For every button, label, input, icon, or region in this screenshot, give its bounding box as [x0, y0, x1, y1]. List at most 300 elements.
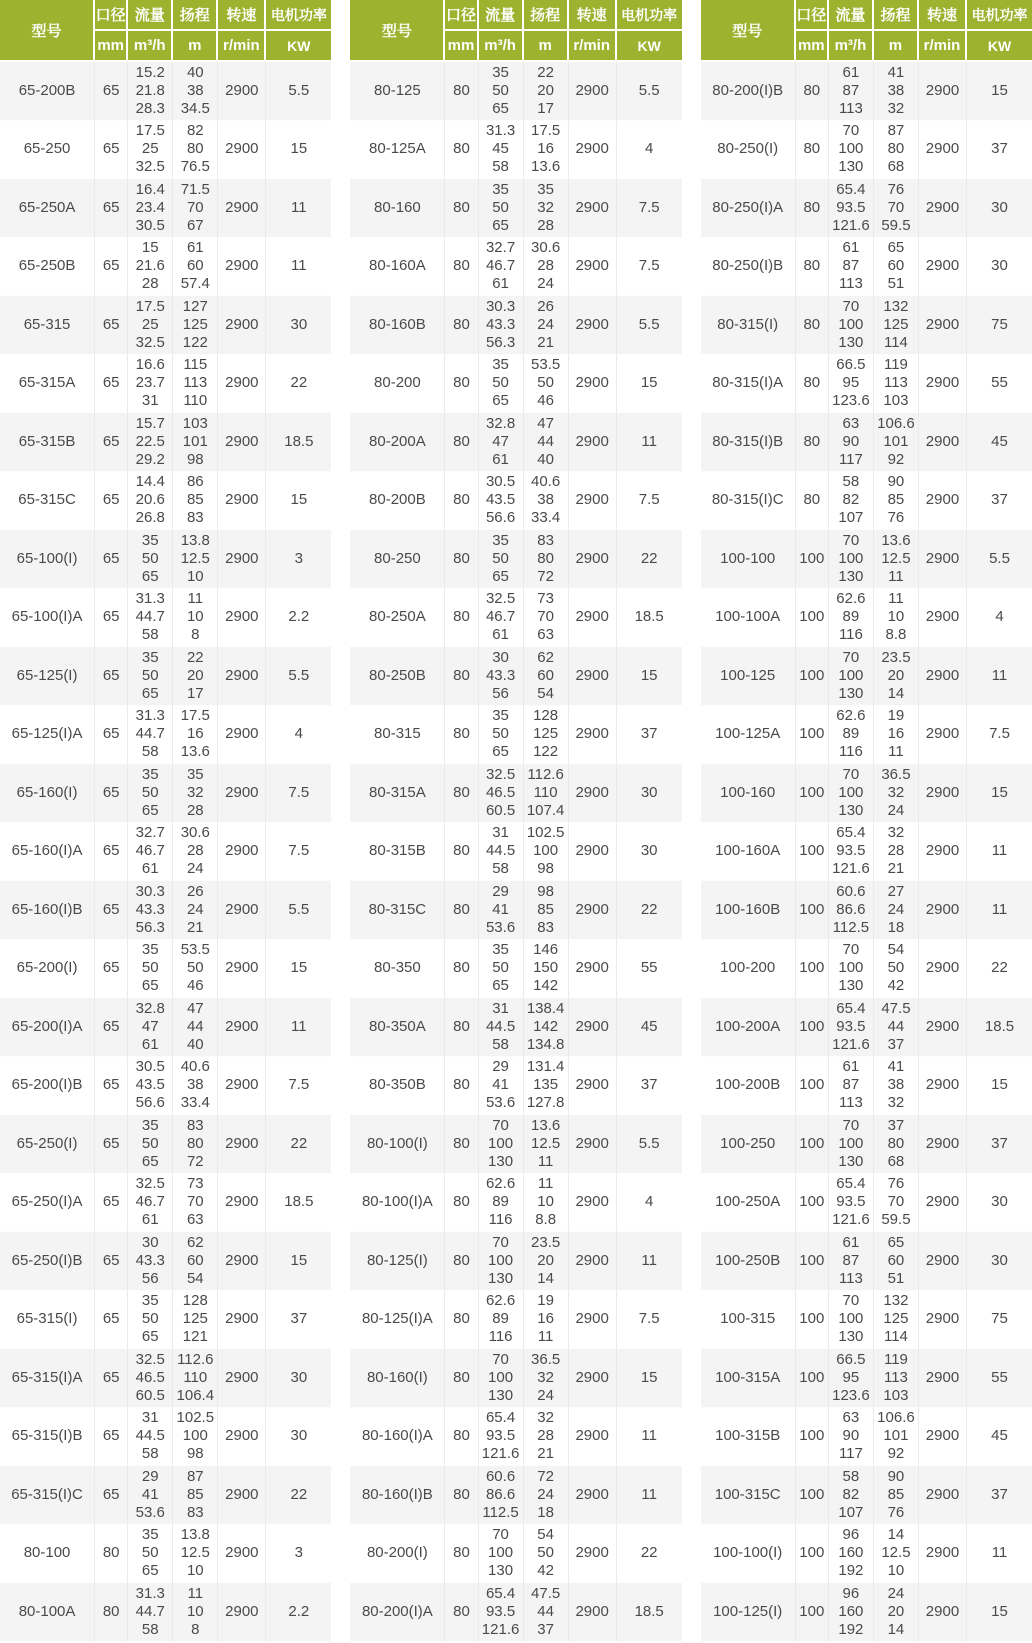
speed-cell: 2900 [218, 706, 266, 765]
power-cell: 15 [617, 647, 682, 706]
head-value-line: 13.8 [180, 531, 210, 549]
table-row [350, 296, 681, 355]
head-value-line: 50 [537, 1544, 554, 1562]
head-value-line: 134.8 [526, 1035, 565, 1053]
flow-value-line: 58 [492, 158, 509, 176]
flow-cell [479, 413, 524, 472]
flow-value-line: 35 [492, 531, 509, 549]
head-value-line: 57.4 [180, 275, 210, 293]
flow-value-line: 31 [141, 392, 159, 410]
flow-value-line: 60.6 [485, 1467, 516, 1485]
power-cell: 30 [266, 1408, 331, 1467]
flow-value-line: 50 [492, 374, 509, 392]
head-cell [173, 998, 218, 1057]
flow-cell [829, 764, 874, 823]
speed-cell: 2900 [569, 1583, 617, 1642]
head-value-line: 98 [537, 860, 554, 878]
flow-cell [128, 1174, 173, 1233]
flow-value-line: 100 [838, 1310, 864, 1328]
head-value-line: 65 [887, 1233, 905, 1251]
flow-value-line: 65 [492, 977, 509, 995]
model-cell: 80-315A [350, 764, 445, 823]
head-cell [874, 1174, 919, 1233]
flow-value-line: 70 [842, 1116, 860, 1134]
flow-value-line: 30.5 [135, 216, 165, 234]
model-cell: 100-100 [701, 530, 796, 589]
model-cell: 80-125 [350, 62, 445, 121]
speed-cell: 2900 [218, 179, 266, 238]
speed-cell: 2900 [569, 296, 617, 355]
head-value-line: 10 [186, 567, 204, 585]
head-value-line: 85 [887, 1485, 905, 1503]
flow-value-line: 130 [838, 1328, 864, 1346]
head-value-line: 44 [537, 432, 554, 450]
col-header-dn-label: 口径 [796, 0, 829, 31]
col-header-speed-unit: r/min [919, 31, 967, 62]
head-value-line: 44 [537, 1602, 554, 1620]
power-cell: 3 [266, 1525, 331, 1584]
flow-value-line: 43.3 [485, 315, 516, 333]
head-value-line: 19 [887, 707, 905, 725]
power-cell: 3 [266, 530, 331, 589]
head-cell [874, 881, 919, 940]
head-value-line: 18 [887, 918, 905, 936]
power-cell: 30 [967, 1232, 1032, 1291]
head-cell [524, 472, 569, 531]
head-value-line: 50 [186, 959, 204, 977]
head-value-line: 11 [187, 590, 204, 608]
model-cell: 80-250(I) [701, 121, 796, 180]
head-value-line: 102.5 [526, 824, 565, 842]
power-cell: 5.5 [266, 62, 331, 121]
power-cell: 30 [266, 296, 331, 355]
flow-value-line: 121.6 [481, 1620, 520, 1638]
speed-cell: 2900 [919, 1057, 967, 1116]
head-value-line: 14 [887, 1526, 905, 1544]
head-value-line: 103 [883, 392, 909, 410]
model-cell: 80-160B [350, 296, 445, 355]
flow-value-line: 113 [838, 1094, 863, 1112]
dn-cell: 80 [95, 1583, 128, 1642]
speed-cell: 2900 [218, 472, 266, 531]
flow-value-line: 117 [838, 1445, 863, 1463]
power-cell: 37 [967, 121, 1032, 180]
flow-value-line: 87 [842, 257, 860, 275]
head-value-line: 60 [887, 1251, 905, 1269]
flow-value-line: 46.5 [135, 1368, 165, 1386]
head-value-line: 146 [533, 941, 559, 959]
speed-cell: 2900 [919, 823, 967, 882]
flow-value-line: 50 [141, 1134, 159, 1152]
flow-value-line: 130 [488, 1562, 514, 1580]
power-cell: 11 [617, 413, 682, 472]
model-cell: 65-315C [0, 472, 95, 531]
flow-value-line: 41 [492, 900, 509, 918]
head-value-line: 23.5 [531, 1233, 561, 1251]
flow-value-line: 93.5 [485, 1602, 516, 1620]
flow-value-line: 58 [141, 743, 159, 761]
speed-cell: 2900 [919, 472, 967, 531]
flow-value-line: 65 [141, 1562, 159, 1580]
table-header [350, 0, 681, 62]
flow-cell [479, 1232, 524, 1291]
flow-value-line: 50 [492, 959, 509, 977]
flow-value-line: 44.7 [135, 608, 165, 626]
dn-cell: 100 [796, 823, 829, 882]
power-cell: 15 [967, 1057, 1032, 1116]
flow-value-line: 113 [838, 99, 863, 117]
flow-value-line: 95 [842, 374, 860, 392]
col-header-head-unit: m [524, 31, 569, 62]
power-cell: 37 [617, 1057, 682, 1116]
power-cell: 45 [967, 413, 1032, 472]
flow-value-line: 61 [492, 626, 509, 644]
dn-cell: 80 [445, 1349, 478, 1408]
flow-cell [128, 1408, 173, 1467]
head-value-line: 63 [537, 626, 554, 644]
flow-value-line: 82 [842, 491, 860, 509]
table-row [0, 647, 331, 706]
flow-value-line: 65 [141, 1328, 159, 1346]
flow-value-line: 70 [492, 1116, 509, 1134]
head-value-line: 11 [888, 743, 904, 761]
col-header-head-label: 扬程 [874, 0, 919, 31]
head-value-line: 113 [883, 374, 908, 392]
flow-cell [128, 121, 173, 180]
head-value-line: 22 [537, 63, 554, 81]
speed-cell: 2900 [919, 881, 967, 940]
power-cell: 30 [967, 1174, 1032, 1233]
head-value-line: 92 [887, 450, 905, 468]
flow-cell [829, 881, 874, 940]
speed-cell: 2900 [569, 355, 617, 414]
flow-cell [479, 472, 524, 531]
head-value-line: 60 [887, 257, 905, 275]
flow-value-line: 32.8 [485, 414, 516, 432]
flow-value-line: 41 [492, 1076, 509, 1094]
flow-value-line: 93.5 [836, 1017, 866, 1035]
model-cell: 65-250B [0, 238, 95, 297]
speed-cell: 2900 [919, 1349, 967, 1408]
flow-value-line: 70 [492, 1526, 509, 1544]
head-value-line: 41 [887, 1058, 905, 1076]
speed-cell: 2900 [919, 1408, 967, 1467]
head-value-line: 60 [537, 666, 554, 684]
power-cell: 7.5 [617, 238, 682, 297]
table-row [701, 413, 1032, 472]
model-cell: 80-315(I) [701, 296, 796, 355]
head-value-line: 32 [537, 1409, 554, 1427]
model-cell: 100-315A [701, 1349, 796, 1408]
speed-cell: 2900 [569, 1525, 617, 1584]
flow-cell [128, 881, 173, 940]
head-value-line: 63 [186, 1211, 204, 1229]
col-header-flow-unit: m³/h [479, 31, 524, 62]
head-value-line: 38 [537, 491, 554, 509]
head-value-line: 106.6 [877, 414, 915, 432]
flow-value-line: 30 [492, 648, 509, 666]
head-value-line: 98 [186, 1445, 204, 1463]
model-cell: 80-315(I)B [701, 413, 796, 472]
dn-cell: 100 [796, 1115, 829, 1174]
flow-value-line: 31 [141, 1409, 159, 1427]
head-value-line: 28 [186, 842, 204, 860]
power-cell: 37 [967, 1466, 1032, 1525]
flow-value-line: 29 [492, 882, 509, 900]
head-value-line: 114 [883, 1328, 908, 1346]
flow-value-line: 70 [492, 1233, 509, 1251]
dn-cell: 65 [95, 1349, 128, 1408]
flow-cell [128, 1057, 173, 1116]
flow-value-line: 130 [838, 333, 864, 351]
head-value-line: 73 [537, 590, 554, 608]
speed-cell: 2900 [218, 998, 266, 1057]
power-cell: 30 [967, 179, 1032, 238]
head-value-line: 24 [537, 275, 554, 293]
flow-value-line: 47 [492, 432, 509, 450]
head-cell [524, 296, 569, 355]
head-value-line: 128 [182, 1292, 208, 1310]
dn-cell: 65 [95, 179, 128, 238]
head-cell [874, 1583, 919, 1642]
speed-cell: 2900 [919, 764, 967, 823]
speed-cell: 2900 [569, 1057, 617, 1116]
head-value-line: 128 [533, 707, 559, 725]
head-value-line: 12.5 [180, 1544, 210, 1562]
speed-cell: 2900 [218, 764, 266, 823]
head-cell [173, 1408, 218, 1467]
flow-value-line: 62.6 [836, 707, 866, 725]
dn-cell: 65 [95, 823, 128, 882]
col-header-dn-unit: mm [445, 31, 478, 62]
flow-cell [479, 1349, 524, 1408]
head-cell [874, 1525, 919, 1584]
flow-value-line: 50 [492, 549, 509, 567]
model-cell: 65-160(I)A [0, 823, 95, 882]
flow-cell [128, 1525, 173, 1584]
col-header-dn-unit: mm [95, 31, 128, 62]
dn-cell: 80 [445, 764, 478, 823]
head-cell [524, 1583, 569, 1642]
head-value-line: 38 [186, 1076, 204, 1094]
model-cell: 65-315(I)A [0, 1349, 95, 1408]
flow-cell [128, 1583, 173, 1642]
model-cell: 80-250B [350, 647, 445, 706]
head-value-line: 17.5 [531, 122, 561, 140]
head-cell [874, 355, 919, 414]
speed-cell: 2900 [218, 1232, 266, 1291]
flow-value-line: 44.5 [485, 1017, 516, 1035]
flow-value-line: 56 [492, 684, 509, 702]
head-value-line: 35 [186, 765, 204, 783]
flow-value-line: 50 [492, 198, 509, 216]
dn-cell: 100 [796, 1057, 829, 1116]
flow-value-line: 100 [838, 666, 864, 684]
head-value-line: 33.4 [180, 1094, 210, 1112]
flow-cell [128, 472, 173, 531]
col-header-flow-unit: m³/h [128, 31, 173, 62]
flow-value-line: 65.4 [485, 1409, 516, 1427]
head-value-line: 12.5 [180, 549, 210, 567]
model-cell: 80-100 [0, 1525, 95, 1584]
flow-cell [829, 1525, 874, 1584]
head-value-line: 73 [186, 1175, 204, 1193]
flow-value-line: 87 [842, 1076, 860, 1094]
model-cell: 65-125(I) [0, 647, 95, 706]
power-cell: 7.5 [617, 472, 682, 531]
table-row [350, 472, 681, 531]
flow-cell [829, 823, 874, 882]
head-cell [173, 823, 218, 882]
flow-cell [128, 998, 173, 1057]
head-value-line: 17.5 [180, 707, 210, 725]
dn-cell: 65 [95, 940, 128, 999]
flow-cell [128, 940, 173, 999]
head-value-line: 20 [537, 1251, 554, 1269]
head-value-line: 100 [533, 842, 559, 860]
head-value-line: 59.5 [881, 216, 911, 234]
head-value-line: 80 [186, 1134, 204, 1152]
model-cell: 80-315(I)C [701, 472, 796, 531]
speed-cell: 2900 [569, 823, 617, 882]
power-cell: 4 [266, 706, 331, 765]
head-value-line: 70 [186, 198, 204, 216]
flow-value-line: 60.5 [485, 801, 516, 819]
dn-cell: 100 [796, 1525, 829, 1584]
table-row [701, 1232, 1032, 1291]
head-value-line: 92 [887, 1445, 905, 1463]
flow-cell [829, 589, 874, 648]
flow-value-line: 121.6 [832, 1035, 870, 1053]
table-row [350, 1057, 681, 1116]
flow-value-line: 70 [842, 648, 860, 666]
model-cell: 80-100(I)A [350, 1174, 445, 1233]
flow-value-line: 160 [838, 1544, 864, 1562]
model-cell: 80-250A [350, 589, 445, 648]
flow-value-line: 21.8 [135, 81, 165, 99]
head-value-line: 127.8 [526, 1094, 565, 1112]
head-cell [874, 1466, 919, 1525]
model-cell: 100-250 [701, 1115, 796, 1174]
pump-table-panel-2 [350, 0, 681, 1642]
table-row [350, 940, 681, 999]
power-cell: 7.5 [266, 1057, 331, 1116]
flow-value-line: 65 [141, 1152, 159, 1170]
head-value-line: 53.5 [180, 941, 210, 959]
flow-value-line: 44.7 [135, 1602, 165, 1620]
power-cell: 7.5 [967, 706, 1032, 765]
flow-value-line: 65 [141, 977, 159, 995]
head-value-line: 12.5 [881, 549, 911, 567]
dn-cell: 80 [796, 121, 829, 180]
flow-value-line: 58 [842, 473, 860, 491]
speed-cell: 2900 [569, 1115, 617, 1174]
model-cell: 80-250 [350, 530, 445, 589]
flow-value-line: 32.5 [135, 1350, 165, 1368]
col-header-power-label: 电机功率 [617, 0, 682, 31]
table-row [701, 1174, 1032, 1233]
flow-value-line: 65 [141, 684, 159, 702]
flow-value-line: 121.6 [832, 216, 870, 234]
power-cell: 11 [617, 1466, 682, 1525]
flow-value-line: 56.6 [135, 1094, 165, 1112]
speed-cell: 2900 [919, 1466, 967, 1525]
head-cell [173, 62, 218, 121]
head-cell [173, 121, 218, 180]
table-row [701, 1291, 1032, 1350]
head-value-line: 34.5 [180, 99, 210, 117]
speed-cell: 2900 [919, 1115, 967, 1174]
dn-cell: 80 [445, 589, 478, 648]
head-value-line: 71.5 [180, 180, 210, 198]
flow-value-line: 116 [488, 1211, 513, 1229]
power-cell: 18.5 [617, 589, 682, 648]
flow-value-line: 121.6 [832, 1211, 870, 1229]
model-cell: 65-315(I) [0, 1291, 95, 1350]
head-value-line: 125 [182, 1310, 208, 1328]
flow-value-line: 41 [141, 1485, 159, 1503]
head-cell [874, 647, 919, 706]
head-value-line: 36.5 [881, 765, 911, 783]
flow-value-line: 130 [838, 977, 864, 995]
speed-cell: 2900 [919, 706, 967, 765]
col-header-head-label: 扬程 [173, 0, 218, 31]
table-row [350, 881, 681, 940]
head-cell [173, 1291, 218, 1350]
speed-cell: 2900 [919, 413, 967, 472]
table-row [350, 998, 681, 1057]
flow-value-line: 65 [492, 99, 509, 117]
power-cell: 18.5 [967, 998, 1032, 1057]
dn-cell: 100 [796, 1291, 829, 1350]
power-cell: 15 [617, 1349, 682, 1408]
head-value-line: 36.5 [531, 1350, 561, 1368]
dn-cell: 80 [445, 823, 478, 882]
flow-value-line: 32.5 [135, 1175, 165, 1193]
dn-cell: 80 [445, 881, 478, 940]
flow-value-line: 112.5 [832, 918, 870, 936]
flow-value-line: 35 [141, 1526, 159, 1544]
flow-cell [829, 1583, 874, 1642]
head-cell [524, 179, 569, 238]
head-value-line: 10 [186, 1602, 204, 1620]
head-value-line: 10 [887, 608, 905, 626]
flow-value-line: 50 [141, 783, 159, 801]
head-value-line: 68 [887, 1152, 905, 1170]
dn-cell: 80 [445, 1408, 478, 1467]
head-cell [524, 121, 569, 180]
model-cell: 80-125A [350, 121, 445, 180]
head-value-line: 10 [537, 1193, 554, 1211]
dn-cell: 65 [95, 296, 128, 355]
head-value-line: 132 [883, 297, 909, 315]
head-value-line: 19 [537, 1292, 554, 1310]
power-cell: 18.5 [266, 413, 331, 472]
head-value-line: 54 [537, 1526, 554, 1544]
header-row-labels [701, 0, 1032, 31]
head-value-line: 90 [887, 473, 905, 491]
flow-value-line: 61 [842, 1233, 860, 1251]
speed-cell: 2900 [218, 1408, 266, 1467]
flow-value-line: 130 [838, 1152, 864, 1170]
model-cell: 65-200B [0, 62, 95, 121]
col-header-dn-label: 口径 [445, 0, 478, 31]
head-value-line: 8 [191, 626, 200, 644]
table-body [0, 62, 331, 1642]
flow-cell [829, 940, 874, 999]
model-cell: 65-200(I)B [0, 1057, 95, 1116]
head-value-line: 110 [533, 783, 558, 801]
